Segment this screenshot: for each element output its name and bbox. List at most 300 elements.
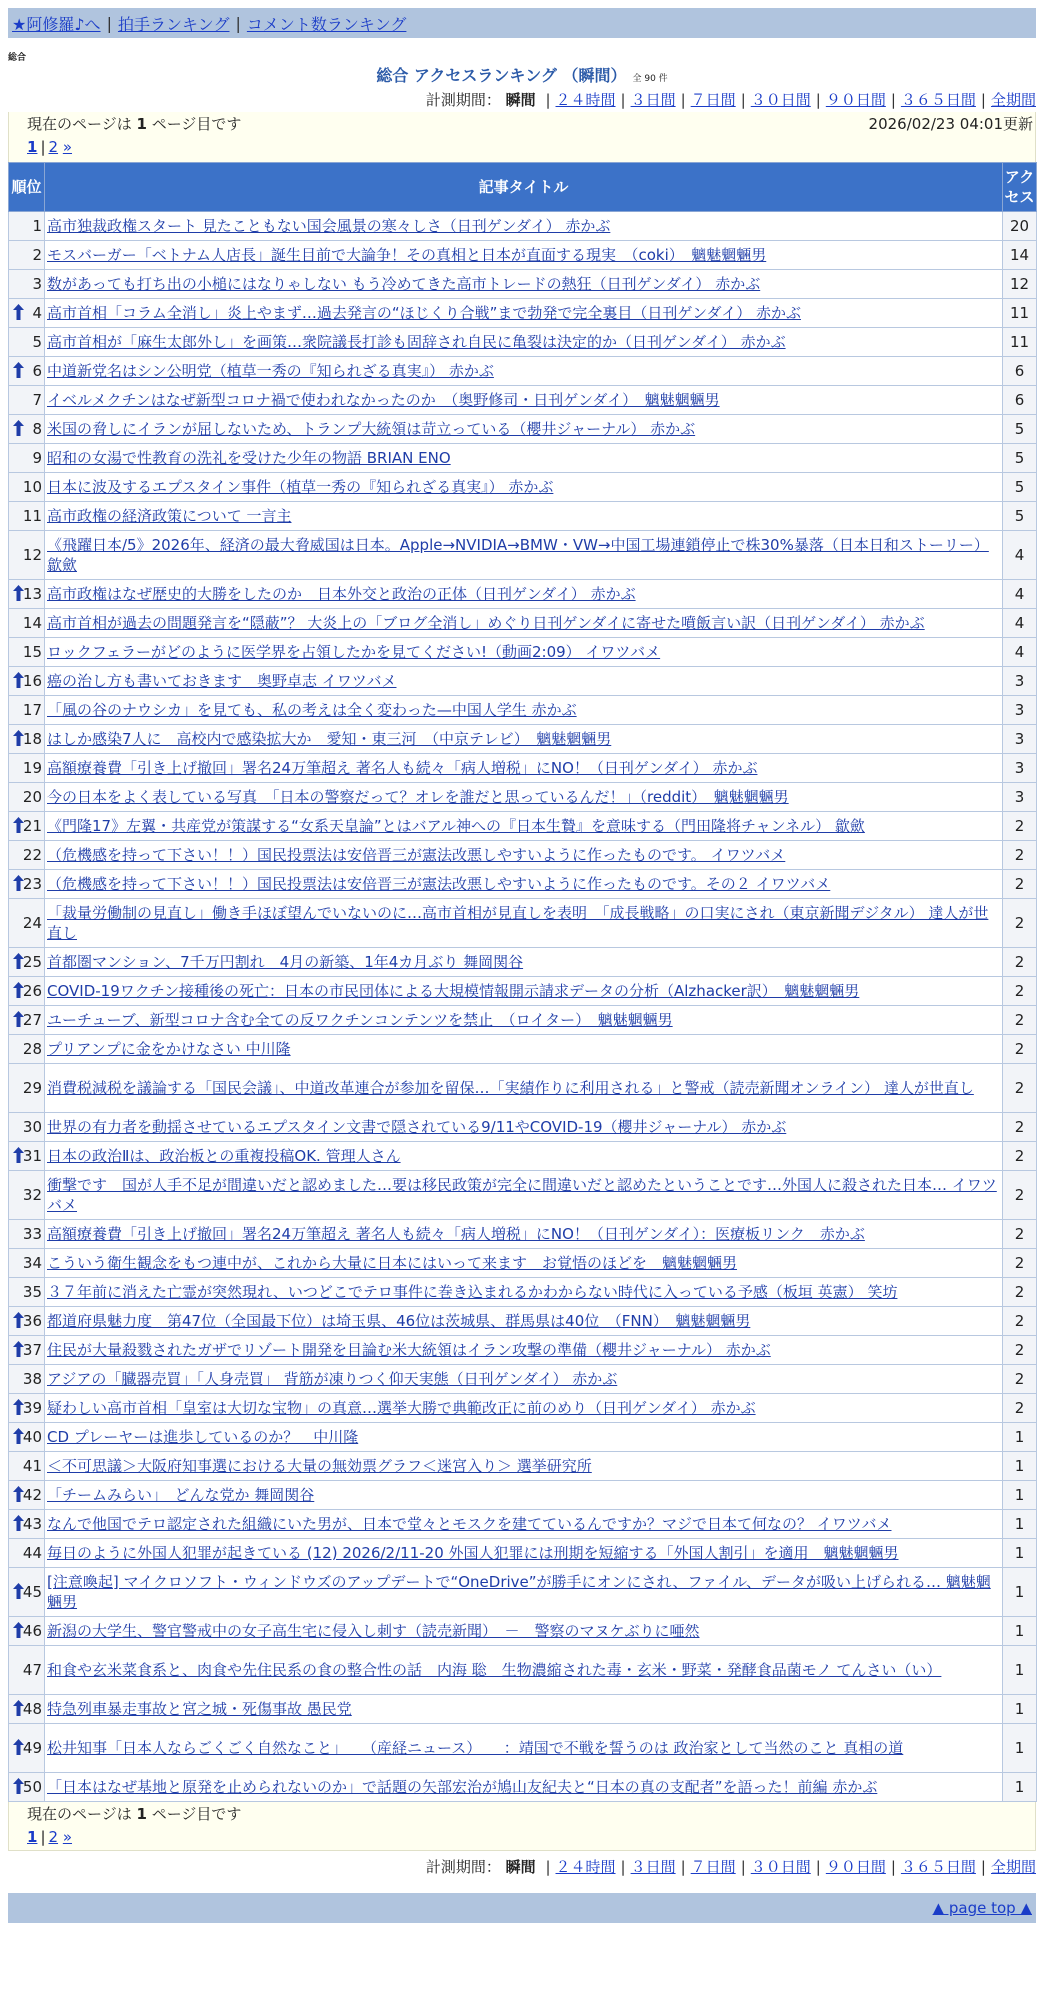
rank-number: 34	[22, 1254, 42, 1272]
rank-cell	[9, 386, 45, 415]
title-cell	[45, 638, 1003, 667]
rank-cell	[9, 1035, 45, 1064]
rank-cell	[9, 270, 45, 299]
period-link[interactable]: ２４時間	[555, 1858, 616, 1876]
table-row	[9, 725, 1037, 754]
period-link[interactable]: ３日間	[630, 1858, 676, 1876]
rank-cell	[9, 1617, 45, 1646]
article-title-link[interactable]: CD プレーヤーは進歩しているのか？ 中川隆	[47, 1428, 359, 1446]
rank-cell	[9, 1452, 45, 1481]
rank-number: 17	[22, 701, 42, 719]
article-title-link[interactable]: ＜不可思議＞大阪府知事選における大量の無効票グラフ＜迷宮入り＞ 選挙研究所	[47, 1457, 592, 1475]
title-cell	[45, 783, 1003, 812]
page-info-bottom	[8, 1802, 1036, 1851]
rank-number: 19	[22, 759, 42, 777]
title-cell	[45, 725, 1003, 754]
rank-up-arrow-icon	[13, 1486, 24, 1502]
rank-number: 39	[22, 1399, 42, 1417]
separator: |	[980, 91, 986, 109]
access-count: 2	[1003, 1249, 1037, 1278]
access-count: 1	[1003, 1617, 1037, 1646]
article-title-link[interactable]: 「風の谷のナウシカ」を見ても、私の考えは全く変わった—中国人学生 赤かぶ	[47, 701, 577, 719]
article-title-link[interactable]: 高市首相「コラム全消し」炎上やまず…過去発言の“ほじくり合戦”まで勃発で完全裏目（日刊ゲンダイ） 赤かぶ	[47, 304, 801, 322]
page-title	[8, 64, 1036, 88]
updated-timestamp: 2026/02/23 04:01更新	[868, 115, 1033, 133]
rank-up-arrow-icon	[13, 1341, 24, 1357]
table-row	[9, 1307, 1037, 1336]
rank-cell	[9, 870, 45, 899]
period-link[interactable]: ３６５日間	[900, 1858, 976, 1876]
period-link[interactable]: ３６５日間	[900, 91, 976, 109]
title-cell	[45, 1142, 1003, 1171]
article-title-link[interactable]: [注意喚起] マイクロソフト・ウィンドウズのアップデートで“OneDrive”が勝手にオンにされ、ファイル、データが吸い上げられる… 魑魅魍魎男	[47, 1573, 991, 1611]
period-link[interactable]: ３０日間	[750, 1858, 811, 1876]
page-link-1[interactable]: 1	[27, 1828, 38, 1846]
rank-cell	[9, 299, 45, 328]
access-count: 1	[1003, 1423, 1037, 1452]
rank-number: 42	[22, 1486, 42, 1504]
table-row	[9, 609, 1037, 638]
rank-cell	[9, 1773, 45, 1802]
table-row	[9, 1646, 1037, 1695]
rank-number: 37	[22, 1341, 42, 1359]
article-title-link[interactable]: 中道新党名はシン公明党（植草一秀の『知られざる真実』） 赤かぶ	[47, 362, 494, 380]
table-row	[9, 1113, 1037, 1142]
access-count: 2	[1003, 1064, 1037, 1113]
rank-number: 46	[22, 1622, 42, 1640]
article-title-link[interactable]: 今の日本をよく表している写真 「日本の警察だって？オレを誰だと思っているんだ！」（reddit） 魑魅魍魎男	[47, 788, 789, 806]
rank-cell	[9, 502, 45, 531]
rank-number: 48	[22, 1700, 42, 1718]
rank-number: 15	[22, 643, 42, 661]
rank-up-arrow-icon	[13, 1622, 24, 1638]
rank-cell	[9, 241, 45, 270]
ranking-title: 総合 アクセスランキング （瞬間）	[376, 66, 627, 85]
rank-cell	[9, 1171, 45, 1220]
table-row	[9, 1365, 1037, 1394]
access-count: 3	[1003, 725, 1037, 754]
access-count: 2	[1003, 948, 1037, 977]
rank-cell	[9, 754, 45, 783]
rank-cell	[9, 1394, 45, 1423]
rank-cell	[9, 444, 45, 473]
title-cell	[45, 1220, 1003, 1249]
article-title-link[interactable]: 新潟の大学生、警官警戒中の女子高生宅に侵入し刺す（読売新聞） － 警察のマヌケぶりに唖然	[47, 1622, 700, 1640]
period-current: 瞬間	[505, 91, 536, 109]
rank-up-arrow-icon	[13, 1399, 24, 1415]
article-title-link[interactable]: 高市政権の経済政策について 一言主	[47, 507, 292, 525]
table-row	[9, 1064, 1037, 1113]
title-cell	[45, 1394, 1003, 1423]
access-count: 1	[1003, 1646, 1037, 1695]
page-top-link[interactable]: ▲ page top ▲	[932, 1899, 1032, 1917]
title-cell	[45, 1423, 1003, 1452]
rank-number: 26	[22, 982, 42, 1000]
period-link[interactable]: 全期間	[990, 91, 1036, 109]
table-row	[9, 212, 1037, 241]
rank-cell	[9, 1113, 45, 1142]
table-row	[9, 841, 1037, 870]
rank-number: 16	[22, 672, 42, 690]
rank-number: 49	[22, 1739, 42, 1757]
title-cell	[45, 270, 1003, 299]
item-count: 全 90 件	[632, 74, 668, 84]
table-row	[9, 1452, 1037, 1481]
rank-cell	[9, 609, 45, 638]
table-row	[9, 1249, 1037, 1278]
article-title-link[interactable]: 《飛躍日本/5》2026年、経済の最大脅威国は日本。Apple→NVIDIA→BMW・VW→中国工場連鎖停止で株30%暴落（日本日和ストーリー） 歙歛	[47, 536, 989, 574]
rank-up-arrow-icon	[13, 1778, 24, 1794]
table-row	[9, 270, 1037, 299]
rank-number: 4	[32, 304, 42, 322]
rank-number: 44	[22, 1544, 42, 1562]
rank-cell	[9, 415, 45, 444]
period-label: 計測期間：	[425, 91, 501, 109]
article-title-link[interactable]: 日本の政治Ⅱは、政治板との重複投稿OK. 管理人さん	[47, 1147, 401, 1165]
access-count: 2	[1003, 1142, 1037, 1171]
rank-cell	[9, 638, 45, 667]
rank-up-arrow-icon	[13, 730, 24, 746]
period-link[interactable]: 全期間	[990, 1858, 1036, 1876]
access-count: 3	[1003, 696, 1037, 725]
rank-cell	[9, 1423, 45, 1452]
rank-up-arrow-icon	[13, 817, 24, 833]
rank-up-arrow-icon	[13, 1515, 24, 1531]
article-title-link[interactable]: ユーチューブ、新型コロナ含む全ての反ワクチンコンテンツを禁止 （ロイター） 魑魅魍魎男	[47, 1011, 673, 1029]
article-title-link[interactable]: アジアの「臓器売買」「人身売買」 背筋が凍りつく仰天実態（日刊ゲンダイ） 赤かぶ	[47, 1370, 618, 1388]
rank-number: 41	[22, 1457, 42, 1475]
table-row	[9, 948, 1037, 977]
period-link[interactable]: ９０日間	[825, 91, 886, 109]
rank-cell	[9, 841, 45, 870]
access-count: 12	[1003, 270, 1037, 299]
rank-cell	[9, 1249, 45, 1278]
title-cell	[45, 386, 1003, 415]
article-title-link[interactable]: ３７年前に消えた亡霊が突然現れ、いつどこでテロ事件に巻き込まれるかわからない時代に入っている予感（板垣 英憲） 笑坊	[47, 1283, 898, 1301]
rank-up-arrow-icon	[13, 875, 24, 891]
current-page-text: 現在のページは 1 ページ目です	[27, 115, 242, 133]
rank-number: 28	[22, 1040, 42, 1058]
table-row	[9, 444, 1037, 473]
table-row	[9, 783, 1037, 812]
article-title-link[interactable]: 昭和の女湯で性教育の洗礼を受けた少年の物語 BRIAN ENO	[47, 449, 451, 467]
page-next-link[interactable]: »	[62, 1828, 73, 1846]
rank-number: 23	[22, 875, 42, 893]
access-count: 3	[1003, 754, 1037, 783]
rank-cell	[9, 357, 45, 386]
ranking-table	[8, 162, 1037, 1802]
rank-cell	[9, 1336, 45, 1365]
access-count: 2	[1003, 1278, 1037, 1307]
table-row	[9, 241, 1037, 270]
rank-cell	[9, 1510, 45, 1539]
period-link[interactable]: ９０日間	[825, 1858, 886, 1876]
rank-number: 31	[22, 1147, 42, 1165]
article-title-link[interactable]: （危機感を持って下さい！！）国民投票法は安倍晋三が憲法改悪しやすいように作ったものです。その２ イワツバメ	[47, 875, 831, 893]
title-cell	[45, 1171, 1003, 1220]
article-title-link[interactable]: 首都圏マンション、7千万円割れ 4月の新築、1年4カ月ぶり 舞岡関谷	[47, 953, 524, 971]
rank-cell	[9, 948, 45, 977]
table-row	[9, 299, 1037, 328]
separator: |	[680, 1858, 686, 1876]
table-row	[9, 1171, 1037, 1220]
title-cell	[45, 948, 1003, 977]
rank-cell	[9, 1307, 45, 1336]
access-count: 2	[1003, 1336, 1037, 1365]
rank-up-arrow-icon	[13, 1739, 24, 1755]
access-count: 1	[1003, 1510, 1037, 1539]
article-title-link[interactable]: 高市首相が過去の問題発言を“隠蔽”？ 大炎上の「ブログ全消し」めぐり日刊ゲンダイに寄せた噴飯言い訳（日刊ゲンダイ） 赤かぶ	[47, 614, 925, 632]
period-selector-bottom	[8, 1855, 1036, 1879]
separator: |	[815, 91, 821, 109]
table-row	[9, 638, 1037, 667]
rank-number: 12	[22, 546, 42, 564]
article-title-link[interactable]: ロックフェラーがどのように医学界を占領したかを見てください!（動画2:09） イワツバメ	[47, 643, 661, 661]
table-row	[9, 1695, 1037, 1724]
top-nav-bar	[8, 8, 1036, 38]
article-title-link[interactable]: 高市首相が「麻生太郎外し」を画策…衆院議長打診も固辞され自民に亀裂は決定的か（日刊ゲンダイ） 赤かぶ	[47, 333, 786, 351]
table-row	[9, 977, 1037, 1006]
period-link[interactable]: ７日間	[690, 1858, 736, 1876]
access-count: 5	[1003, 415, 1037, 444]
access-count: 2	[1003, 1220, 1037, 1249]
rank-cell	[9, 667, 45, 696]
title-cell	[45, 1006, 1003, 1035]
article-title-link[interactable]: 「チームみらい」 どんな党か 舞岡関谷	[47, 1486, 315, 1504]
footer-bar	[8, 1893, 1036, 1923]
rank-number: 6	[32, 362, 42, 380]
title-cell	[45, 812, 1003, 841]
article-title-link[interactable]: 高市政権はなぜ歴史的大勝をしたのか 日本外交と政治の正体（日刊ゲンダイ） 赤かぶ	[47, 585, 636, 603]
access-count: 6	[1003, 386, 1037, 415]
access-count: 2	[1003, 1307, 1037, 1336]
table-row	[9, 1336, 1037, 1365]
table-row	[9, 1617, 1037, 1646]
title-cell	[45, 1307, 1003, 1336]
article-title-link[interactable]: 高額療養費「引き上げ撤回」署名24万筆超え 著名人も続々「病人増税」にNO！（日刊ゲンダイ） 赤かぶ	[47, 759, 758, 777]
table-row	[9, 1035, 1037, 1064]
rank-number: 25	[22, 953, 42, 971]
rank-up-arrow-icon	[13, 1700, 24, 1716]
article-title-link[interactable]: 都道府県魅力度 第47位（全国最下位）は埼玉県、46位は茨城県、群馬県は40位 （FNN） 魑魅魍魎男	[47, 1312, 751, 1330]
rank-up-arrow-icon	[13, 953, 24, 969]
current-page-text: 現在のページは 1 ページ目です	[27, 1805, 242, 1823]
separator: |	[235, 13, 241, 33]
comment-ranking-link[interactable]: コメント数ランキング	[246, 14, 407, 34]
article-title-link[interactable]: 特急列車暴走事故と宮之城・死傷事故 愚民党	[47, 1700, 352, 1718]
rank-number: 47	[22, 1661, 42, 1679]
table-row	[9, 473, 1037, 502]
access-count: 2	[1003, 1113, 1037, 1142]
article-title-link[interactable]: 毎日のように外国人犯罪が起きている (12) 2026/2/11-20 外国人犯罪には刑期を短縮する「外国人割引」を適用 魑魅魍魎男	[47, 1544, 899, 1562]
title-cell	[45, 1113, 1003, 1142]
access-count: 2	[1003, 899, 1037, 948]
article-title-link[interactable]: 日本に波及するエプスタイン事件（植草一秀の『知られざる真実』） 赤かぶ	[47, 478, 554, 496]
table-row	[9, 386, 1037, 415]
title-cell	[45, 754, 1003, 783]
access-count: 2	[1003, 977, 1037, 1006]
article-title-link[interactable]: 松井知事「日本人ならごくごく自然なこと」 （産経ニュース） ：靖国で不戦を誓うのは 政治家として当然のこと 真相の道	[47, 1739, 904, 1757]
rank-cell	[9, 1220, 45, 1249]
page-link-2[interactable]: 2	[48, 138, 59, 156]
access-count: 2	[1003, 1006, 1037, 1035]
article-title-link[interactable]: イベルメクチンはなぜ新型コロナ禍で使われなかったのか （奥野修司・日刊ゲンダイ） 魑魅魍魎男	[47, 391, 720, 409]
access-count: 1	[1003, 1568, 1037, 1617]
page-link-1[interactable]: 1	[27, 138, 38, 156]
rank-number: 20	[22, 788, 42, 806]
article-title-link[interactable]: 米国の脅しにイランが屈しないため、トランプ大統領は苛立っている（櫻井ジャーナル） 赤かぶ	[47, 420, 696, 438]
title-cell	[45, 841, 1003, 870]
table-row	[9, 1510, 1037, 1539]
article-title-link[interactable]: COVID-19ワクチン接種後の死亡：日本の市民団体による大規模情報開示請求データの分析（Alzhacker訳） 魑魅魍魎男	[47, 982, 860, 1000]
separator: |	[620, 1858, 626, 1876]
page-link-2[interactable]: 2	[48, 1828, 59, 1846]
rank-cell	[9, 812, 45, 841]
article-title-link[interactable]: はしか感染7人に 高校内で感染拡大か 愛知・東三河 （中京テレビ） 魑魅魍魎男	[47, 730, 612, 748]
article-title-link[interactable]: 「日本はなぜ基地と原発を止められないのか」で話題の矢部宏治が鳩山友紀夫と“日本の真の支配者”を語った！前編 赤かぶ	[47, 1778, 878, 1796]
rank-up-arrow-icon	[13, 1583, 24, 1599]
period-link[interactable]: ３０日間	[750, 91, 811, 109]
col-access-header: アクセス	[1003, 163, 1037, 212]
title-cell	[45, 1539, 1003, 1568]
rank-number: 24	[22, 914, 42, 932]
pagination: 1 | 2 »	[27, 1828, 73, 1846]
table-row	[9, 357, 1037, 386]
title-cell	[45, 241, 1003, 270]
clap-ranking-link[interactable]: 拍手ランキング	[117, 14, 230, 34]
article-title-link[interactable]: （危機感を持って下さい！！）国民投票法は安倍晋三が憲法改悪しやすいように作ったものです。 イワツバメ	[47, 846, 786, 864]
table-row	[9, 1568, 1037, 1617]
access-count: 20	[1003, 212, 1037, 241]
separator: |	[740, 91, 746, 109]
period-links	[540, 91, 1036, 109]
title-cell	[45, 870, 1003, 899]
separator: |	[740, 1858, 746, 1876]
period-link[interactable]: ２４時間	[555, 91, 616, 109]
rank-cell	[9, 1539, 45, 1568]
rank-cell	[9, 1568, 45, 1617]
rank-number: 50	[22, 1778, 42, 1796]
rank-cell	[9, 1481, 45, 1510]
title-cell	[45, 1617, 1003, 1646]
rank-number: 38	[22, 1370, 42, 1388]
article-title-link[interactable]: 衝撃です 国が人手不足が間違いだと認めました…要は移民政策が完全に間違いだと認めたということです…外国人に殺された日本… イワツバメ	[47, 1176, 997, 1214]
title-cell	[45, 1249, 1003, 1278]
article-title-link[interactable]: なんで他国でテロ認定された組織にいた男が、日本で堂々とモスクを建てているんですか？マジで日本て何なの？ イワツバメ	[47, 1515, 892, 1533]
rank-number: 32	[22, 1186, 42, 1204]
article-title-link[interactable]: 《門隆17》左翼・共産党が策謀する“女系天皇論”とはバアル神への『日本生贄』を意味する（門田隆将チャンネル） 歙歛	[47, 817, 865, 835]
article-title-link[interactable]: 和食や玄米菜食系と、肉食や先住民系の食の整合性の話 内海 聡 生物濃縮された毒・玄米・野菜・発酵食品菌モノ てんさい（い）	[47, 1661, 942, 1679]
rank-up-arrow-icon	[13, 585, 24, 601]
title-cell	[45, 473, 1003, 502]
title-cell	[45, 502, 1003, 531]
article-title-link[interactable]: モスバーガー「ベトナム人店長」誕生目前で大論争！その真相と日本が直面する現実 （coki） 魑魅魍魎男	[47, 246, 767, 264]
article-title-link[interactable]: 住民が大量殺戮されたガザでリゾート開発を目論む米大統領はイラン攻撃の準備（櫻井ジャーナル） 赤かぶ	[47, 1341, 771, 1359]
rank-cell	[9, 1646, 45, 1695]
title-cell	[45, 1695, 1003, 1724]
rank-cell	[9, 531, 45, 580]
rank-up-arrow-icon	[13, 304, 24, 320]
col-rank-header: 順位	[9, 163, 45, 212]
access-count: 3	[1003, 667, 1037, 696]
rank-number: 7	[32, 391, 42, 409]
article-title-link[interactable]: 高市独裁政権スタート 見たこともない国会風景の寒々しさ（日刊ゲンダイ） 赤かぶ	[47, 217, 611, 235]
title-cell	[45, 415, 1003, 444]
access-count: 1	[1003, 1539, 1037, 1568]
table-row	[9, 1481, 1037, 1510]
rank-up-arrow-icon	[13, 1147, 24, 1163]
article-title-link[interactable]: 高額療養費「引き上げ撤回」署名24万筆超え 著名人も続々「病人増税」にNO！（日刊ゲンダイ）：医療板リンク 赤かぶ	[47, 1225, 865, 1243]
article-title-link[interactable]: こういう衛生観念をもつ連中が、これから大量に日本にはいって来ます お覚悟のほどを 魑魅魍魎男	[47, 1254, 738, 1272]
title-cell	[45, 977, 1003, 1006]
rank-number: 40	[22, 1428, 42, 1446]
table-row	[9, 696, 1037, 725]
title-cell	[45, 696, 1003, 725]
article-title-link[interactable]: プリアンプに金をかけなさい 中川隆	[47, 1040, 291, 1058]
access-count: 6	[1003, 357, 1037, 386]
title-cell	[45, 1452, 1003, 1481]
table-row	[9, 812, 1037, 841]
period-link[interactable]: ７日間	[690, 91, 736, 109]
access-count: 4	[1003, 531, 1037, 580]
rank-cell	[9, 1064, 45, 1113]
access-count: 5	[1003, 444, 1037, 473]
page-info-top	[8, 112, 1036, 162]
article-title-link[interactable]: 癌の治し方も書いておきます 奥野卓志 イワツバメ	[47, 672, 397, 690]
title-cell	[45, 299, 1003, 328]
access-count: 1	[1003, 1773, 1037, 1802]
access-count: 4	[1003, 609, 1037, 638]
rank-number: 21	[22, 817, 42, 835]
title-cell	[45, 667, 1003, 696]
rank-number: 33	[22, 1225, 42, 1243]
table-row	[9, 870, 1037, 899]
rank-up-arrow-icon	[13, 1312, 24, 1328]
period-link[interactable]: ３日間	[630, 91, 676, 109]
rank-up-arrow-icon	[13, 672, 24, 688]
separator: |	[890, 1858, 896, 1876]
separator: |	[815, 1858, 821, 1876]
table-row	[9, 415, 1037, 444]
title-cell	[45, 1365, 1003, 1394]
rank-number: 1	[32, 217, 42, 235]
rank-up-arrow-icon	[13, 362, 24, 378]
title-cell	[45, 357, 1003, 386]
rank-up-arrow-icon	[13, 1011, 24, 1027]
rank-number: 43	[22, 1515, 42, 1533]
title-cell	[45, 212, 1003, 241]
home-link[interactable]: ★阿修羅♪へ	[12, 14, 101, 34]
rank-cell	[9, 1365, 45, 1394]
col-title-header: 記事タイトル	[45, 163, 1003, 212]
article-title-link[interactable]: 数があっても打ち出の小槌にはなりゃしない もう冷めてきた高市トレードの熱狂（日刊ゲンダイ） 赤かぶ	[47, 275, 761, 293]
table-row	[9, 1724, 1037, 1773]
article-title-link[interactable]: 世界の有力者を動揺させているエプスタイン文書で隠されている9/11やCOVID-19（櫻井ジャーナル） 赤かぶ	[47, 1118, 787, 1136]
access-count: 2	[1003, 1365, 1037, 1394]
rank-cell	[9, 899, 45, 948]
rank-cell	[9, 1695, 45, 1724]
article-title-link[interactable]: 疑わしい高市首相「皇室は大切な宝物」の真意…選挙大勝で典範改正に前のめり（日刊ゲンダイ） 赤かぶ	[47, 1399, 756, 1417]
article-title-link[interactable]: 「裁量労働制の見直し」働き手ほぼ望んでいないのに…高市首相が見直しを表明 「成長戦略」の口実にされ（東京新聞デジタル） 達人が世直し	[47, 904, 989, 942]
access-count: 5	[1003, 473, 1037, 502]
access-count: 3	[1003, 783, 1037, 812]
article-title-link[interactable]: 消費税減税を議論する「国民会議」、中道改革連合が参加を留保…「実績作りに利用される」と警戒（読売新聞オンライン） 達人が世直し	[47, 1079, 974, 1097]
title-cell	[45, 899, 1003, 948]
title-cell	[45, 1481, 1003, 1510]
page-next-link[interactable]: »	[62, 138, 73, 156]
separator: |	[545, 1858, 551, 1876]
table-row	[9, 580, 1037, 609]
